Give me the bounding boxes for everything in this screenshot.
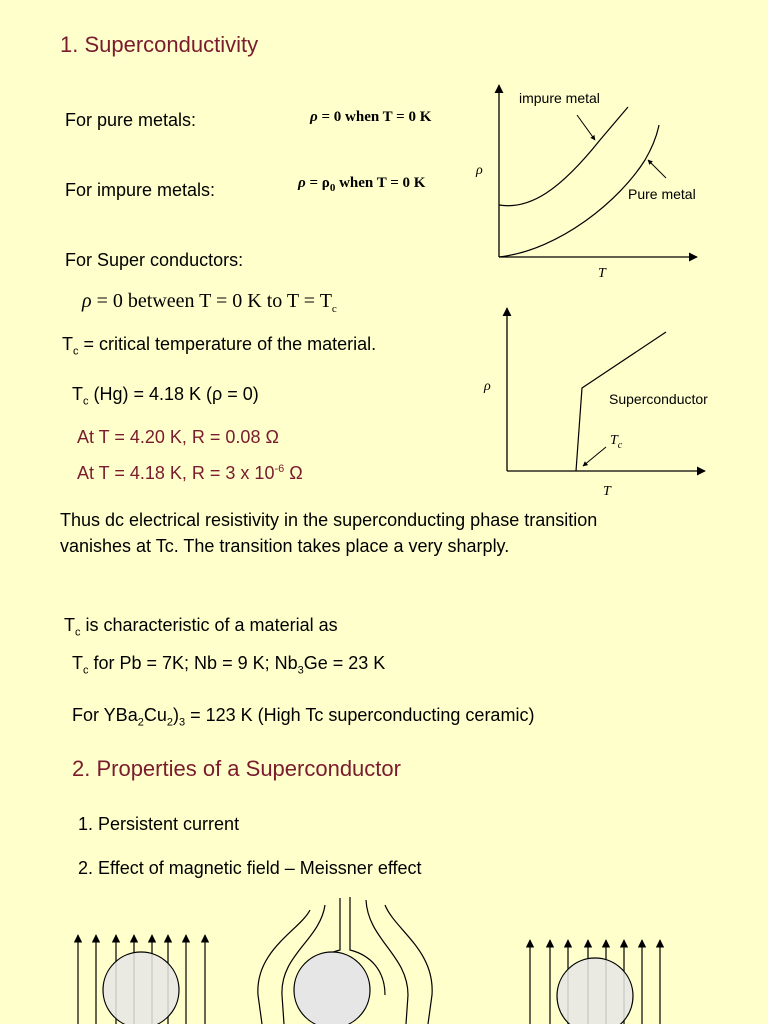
rho-symbol: ρ [82, 290, 92, 312]
property-item-2: 2. Effect of magnetic field – Meissner effect [78, 858, 422, 878]
tc-values-text: for Pb = 7K; Nb = 9 K; Nb [88, 653, 298, 673]
pure-eq-text: = 0 when T = 0 K [321, 109, 432, 125]
expelled-field-line [385, 905, 432, 1024]
hg-418-text: At T = 4.18 K, R = 3 x 10 [77, 463, 275, 483]
meissner-superconducting-state [258, 897, 432, 1024]
ybco-pre: For YBa [72, 705, 138, 725]
char-text: is characteristic of a material as [80, 615, 338, 635]
tc-T: T [72, 653, 83, 673]
tc-sub: c [73, 345, 79, 358]
tc-T: T [64, 615, 75, 635]
hg-418-sup: -6 [274, 463, 285, 475]
super-eq-text: = 0 between T = 0 K to T = T [96, 290, 332, 312]
graph2-tc-sub: c [617, 440, 623, 451]
ybco-mid2: ) [172, 705, 179, 725]
meissner-third-state [530, 940, 660, 1024]
superconductor-label: Superconductor [609, 391, 708, 407]
graph-resistivity-metals [475, 85, 697, 281]
tc-T: T [62, 334, 73, 354]
tc-sub: c [75, 626, 81, 639]
impure-eq-sub: 0 [329, 182, 336, 194]
sample-sphere [103, 952, 179, 1024]
ybco-sub3: 3 [178, 716, 186, 729]
section-title-superconductivity: 1. Superconductivity [60, 32, 259, 57]
impure-metal-curve [499, 107, 628, 206]
impure-eq-mid: = ρ [309, 175, 330, 191]
pure-metal-label: Pure metal [628, 186, 696, 202]
pure-metals-label: For pure metals: [65, 110, 197, 130]
rho-symbol: ρ [298, 175, 306, 191]
sample-sphere [294, 952, 370, 1024]
nb3-sub: 3 [297, 664, 304, 677]
hg-resistance-420: At T = 4.20 K, R = 0.08 Ω [77, 427, 279, 447]
impure-metal-label: impure metal [519, 90, 600, 106]
tc-values-text-2: Ge = 23 K [303, 653, 386, 673]
rho-symbol: ρ [310, 109, 318, 125]
paragraph-line-2: vanishes at Tc. The transition takes place a very sharply. [60, 536, 510, 556]
super-eq-sub: c [331, 303, 337, 315]
superconductors-label: For Super conductors: [65, 250, 244, 270]
ybco-sub2: 2 [166, 716, 173, 729]
hg-text: (Hg) = 4.18 K (ρ = 0) [88, 384, 259, 404]
graph1-rho-label: ρ [476, 163, 483, 178]
graph1-T-label: T [598, 266, 606, 281]
property-item-1: 1. Persistent current [78, 814, 240, 834]
ybco-mid: Cu [143, 705, 167, 725]
graph2-tc-T: T [610, 433, 618, 448]
graph-superconductor [483, 308, 708, 499]
impure-pointer-arrow [577, 115, 595, 140]
graph2-rho-label: ρ [484, 379, 491, 394]
tc-def-text: = critical temperature of the material. [78, 334, 377, 354]
graph2-T-label: T [603, 484, 611, 499]
tc-pointer-arrow [583, 447, 606, 466]
pure-pointer-arrow [648, 160, 666, 178]
meissner-normal-state [78, 935, 205, 1024]
impure-eq-text: when T = 0 K [335, 175, 426, 191]
tc-sub: c [83, 664, 89, 677]
graph2-tc-label [610, 433, 623, 451]
paragraph-line-1: Thus dc electrical resistivity in the superconducting phase transition [60, 510, 598, 530]
ybco-post: = 123 K (High Tc superconducting ceramic) [185, 705, 535, 725]
impure-metals-label: For impure metals: [65, 180, 216, 200]
tc-sub: c [83, 395, 89, 408]
hg-418-unit: Ω [284, 463, 303, 483]
tc-T: T [72, 384, 83, 404]
ybco-sub1: 2 [137, 716, 144, 729]
section-title-properties: 2. Properties of a Superconductor [72, 756, 401, 781]
